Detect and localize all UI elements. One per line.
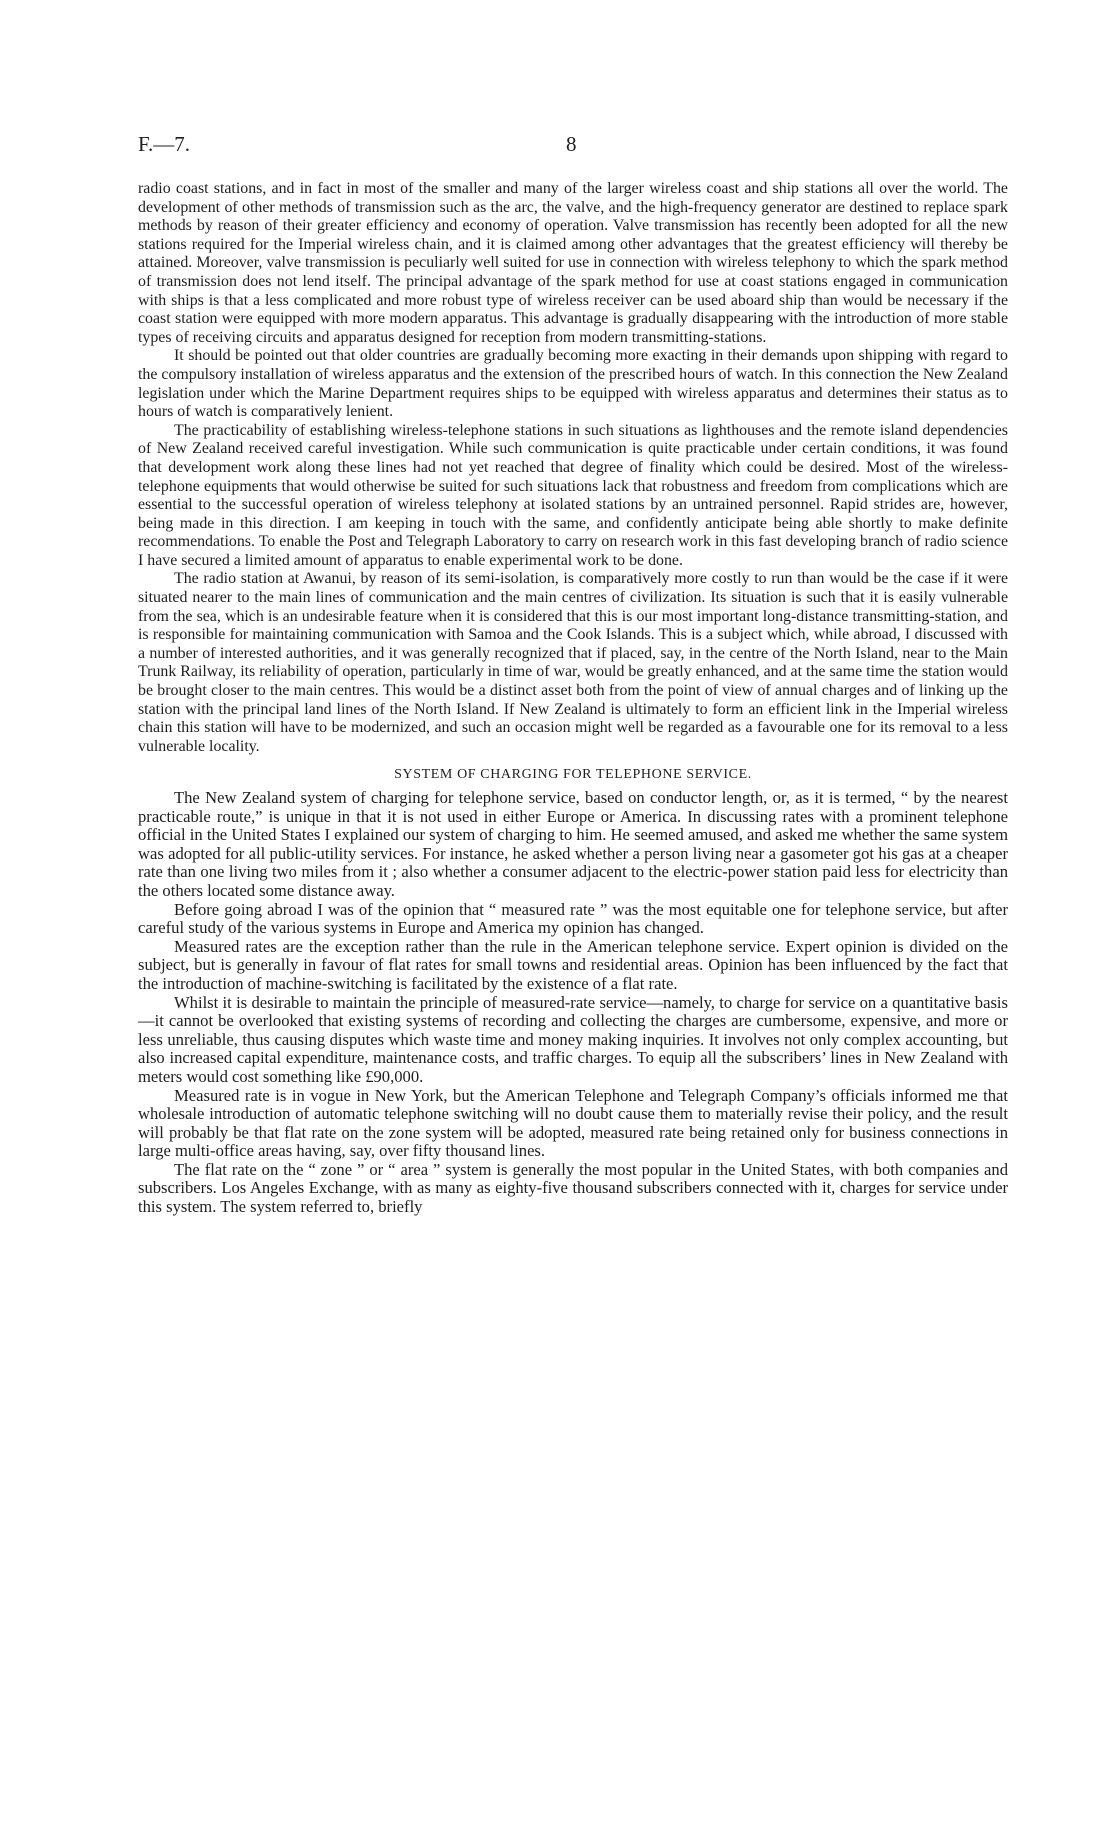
- body-text: [138, 180, 1008, 1217]
- paragraph: The practicability of establishing wireless-telephone stations in such situations as lighthouses and the remote island dependencies of New Zealand received careful investigation. While such communication is quite practicable under certain conditions, it was found that development work along these lines had not yet reached that degree of finality which could be desired. Most of the wireless-telephone equipments that would otherwise be suited for such situations lack that robustness and freedom from complications which are essential to the successful operation of wireless telephony at isolated stations by an untrained personnel. Rapid strides are, however, being made in this direction. I am keeping in touch with the same, and confidently anticipate being able shortly to make definite recommendations. To enable the Post and Telegraph Laboratory to carry on research work in this fast developing branch of radio science I have secured a limited amount of apparatus to enable experimental work to be done.: [138, 421, 1008, 569]
- paragraph: Before going abroad I was of the opinion that “ measured rate ” was the most equitable one for telephone service, but after careful study of the various systems in Europe and America my opinion has changed.: [138, 899, 1008, 938]
- section-telephone-charging: [138, 789, 1008, 1217]
- paragraph: It should be pointed out that older countries are gradually becoming more exacting in their demands upon shipping with regard to the compulsory installation of wireless apparatus and the extension of the prescribed hours of watch. In this connection the New Zealand legislation under which the Marine Department requires ships to be equipped with wireless apparatus and determines their status as to hours of watch is comparatively lenient.: [138, 347, 1008, 421]
- paragraph: Measured rates are the exception rather than the rule in the American telephone service. Expert opinion is divided on the subject, but is generally in favour of flat rates for small towns and residential areas. Opinion has been influenced by the fact that the introduction of machine-switching is facilitated by the existence of a flat rate.: [138, 936, 1008, 993]
- running-header: [138, 132, 1008, 162]
- section-radio: [138, 180, 1008, 756]
- paragraph: Measured rate is in vogue in New York, but the American Telephone and Telegraph Company’s officials informed me that wholesale introduction of automatic telephone switching will no doubt cause them to materially revise their policy, and the result will probably be that flat rate on the zone system will be adopted, measured rate being retained only for business connections in large multi-office areas having, say, over fifty thousand lines.: [138, 1085, 1008, 1161]
- section-heading: SYSTEM OF CHARGING FOR TELEPHONE SERVICE.: [394, 767, 752, 783]
- document-reference: F.—7.: [138, 132, 190, 156]
- paragraph: The flat rate on the “ zone ” or “ area ” system is generally the most popular in the United States, with both companies and subscribers. Los Angeles Exchange, with as many as eighty-five thousand subscribers connected with it, charges for service under this system. The system referred to, briefly: [138, 1159, 1008, 1217]
- paragraph: The New Zealand system of charging for telephone service, based on conductor length, or, as it is termed, “ by the nearest practicable route,” is unique in that it is not used in either Europe or America. In discussing rates with a prominent telephone official in the United States I explained our system of charging to him. He seemed amused, and asked me whether the same system was adopted for all public-utility services. For instance, he asked whether a person living near a gasometer got his gas at a cheaper rate than one living two miles from it ; also whether a consumer adjacent to the electric-power station paid less for electricity than the others located some distance away.: [138, 788, 1008, 900]
- paragraph: radio coast stations, and in fact in most of the smaller and many of the larger wireless coast and ship stations all over the world. The development of other methods of transmission such as the arc, the valve, and the high-frequency generator are destined to replace spark methods by reason of their greater efficiency and economy of operation. Valve transmission has recently been adopted for all the new stations required for the Imperial wireless chain, and it is claimed among other advantages that the greatest efficiency will thereby be attained. Moreover, valve transmission is peculiarly well suited for use in connection with wireless telephony to which the spark method of transmission does not lend itself. The principal advantage of the spark method for use at coast stations engaged in communication with ships is that a less complicated and more robust type of wireless receiver can be used aboard ship than would be necessary if the coast station were equipped with more modern apparatus. This advantage is gradually disappearing with the introduction of more stable types of receiving circuits and apparatus designed for reception from modern transmitting-stations.: [138, 180, 1008, 346]
- page-number: 8: [566, 132, 577, 156]
- paragraph: The radio station at Awanui, by reason of its semi-isolation, is comparatively more costly to run than would be the case if it were situated nearer to the main lines of communication and the main centres of civilization. Its situation is such that it is easily vulnerable from the sea, which is an undesirable feature when it is considered that this is our most important long-distance transmitting-station, and is responsible for maintaining communication with Samoa and the Cook Islands. This is a subject which, while abroad, I discussed with a number of interested authorities, and it was generally recognized that if placed, say, in the centre of the North Island, near to the Main Trunk Railway, its reliability of operation, particularly in time of war, would be greatly enhanced, and at the same time the station would be brought closer to the main centres. This would be a distinct asset both from the point of view of annual charges and of linking up the station with the principal land lines of the North Island. If New Zealand is ultimately to form an efficient link in the Imperial wireless chain this station will have to be modernized, and such an occasion might well be regarded as a favourable one for its removal to a less vulnerable locality.: [138, 570, 1008, 755]
- paragraph: Whilst it is desirable to maintain the principle of measured-rate service—namely, to charge for service on a quantitative basis—it cannot be overlooked that existing systems of recording and collecting the charges are cumbersome, expensive, and more or less unreliable, thus causing disputes which waste time and money making inquiries. It involves not only complex accounting, but also increased capital expenditure, maintenance costs, and traffic charges. To equip all the subscribers’ lines in New Zealand with meters would cost something like £90,000.: [138, 992, 1008, 1086]
